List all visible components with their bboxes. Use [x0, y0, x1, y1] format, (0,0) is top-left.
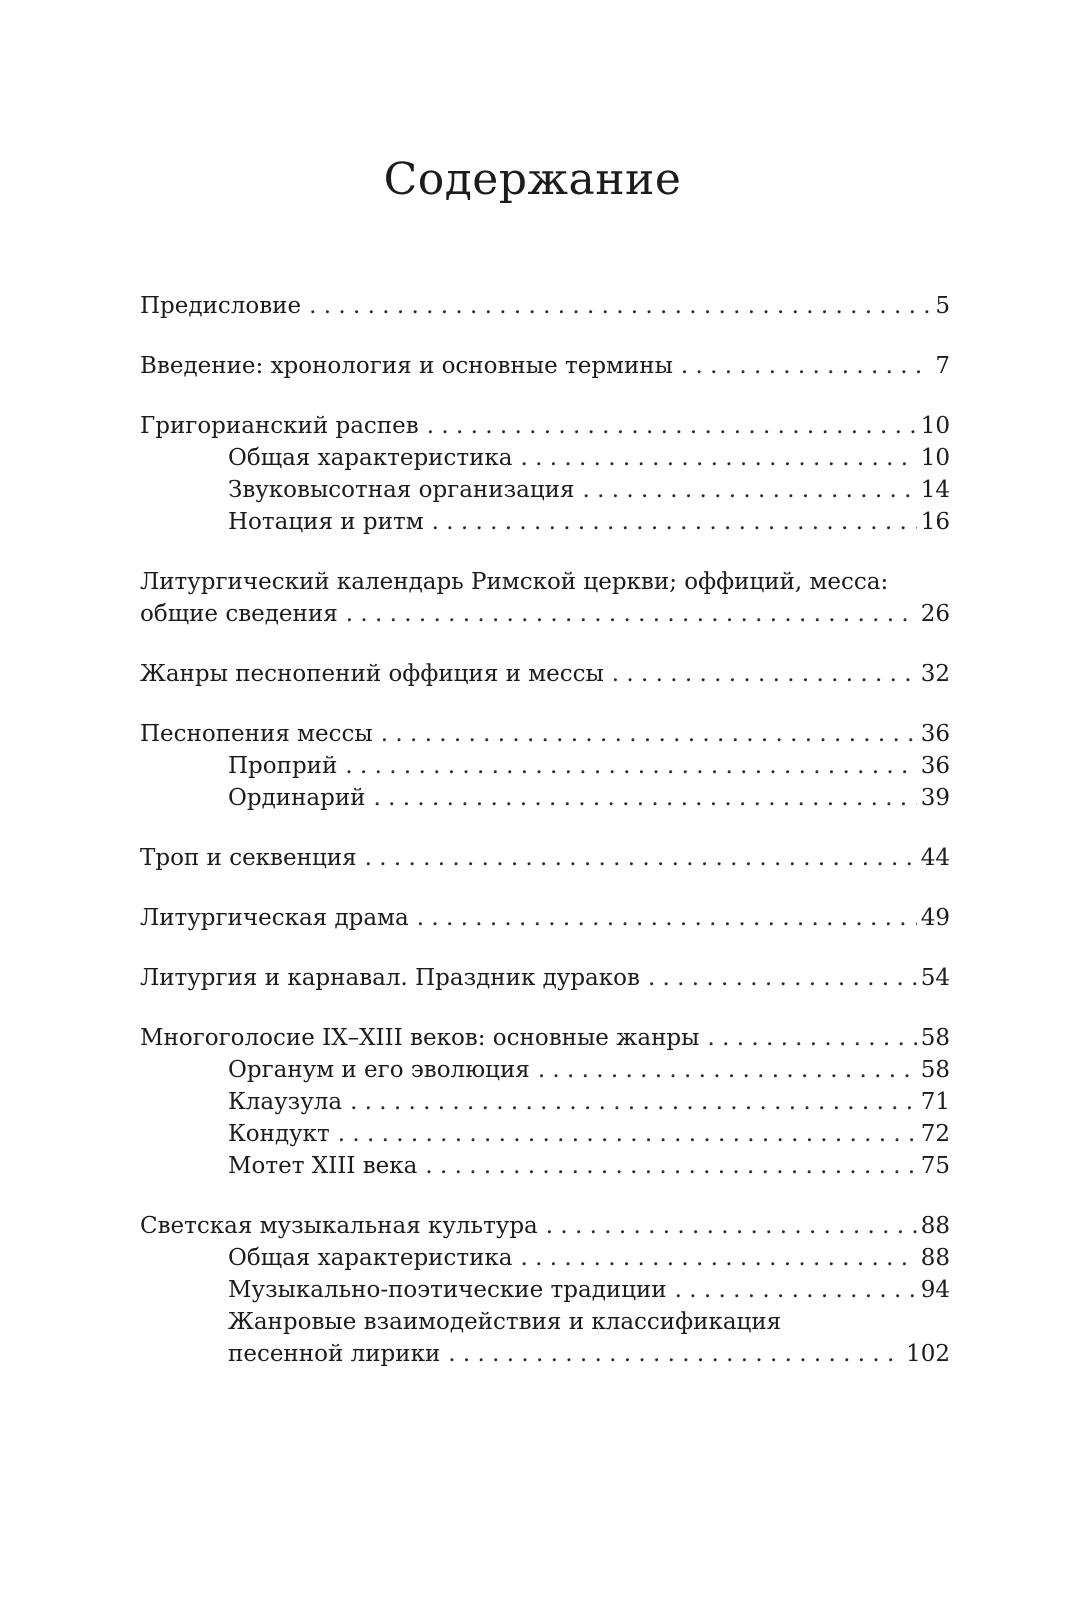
dot-leader: [381, 718, 917, 750]
dot-leader: [521, 442, 917, 474]
toc-subentry[interactable]: [140, 506, 950, 538]
toc-subentry-page: 71: [920, 1089, 950, 1115]
toc-subentry-title: Звуковысотная организация: [228, 477, 575, 503]
toc-section-mass-chants: [140, 718, 950, 814]
toc-subentry[interactable]: [140, 474, 950, 506]
toc-entry-title: Многоголосие IX–XIII веков: основные жанры: [140, 1025, 700, 1051]
toc-subentry[interactable]: [140, 782, 950, 814]
toc-entry[interactable]: [140, 902, 950, 934]
toc-entry-page: 26: [920, 601, 950, 627]
toc-subentry[interactable]: [140, 1086, 950, 1118]
toc-section-liturgical-drama: [140, 902, 950, 934]
dot-leader: [350, 1086, 917, 1118]
toc-subentry-page: 36: [920, 753, 950, 779]
dot-leader: [427, 410, 917, 442]
toc-subentry-page: 72: [920, 1121, 950, 1147]
toc-subentry-page: 94: [920, 1277, 950, 1303]
toc-subentry[interactable]: [140, 750, 950, 782]
toc-subentry[interactable]: [140, 1118, 950, 1150]
toc-entry-title: Троп и секвенция: [140, 845, 357, 871]
toc-entry-title: Литургия и карнавал. Праздник дураков: [140, 965, 640, 991]
toc-subentry-page: 10: [920, 445, 950, 471]
toc-subentry-title: Нотация и ритм: [228, 509, 424, 535]
toc-subentry-title: Кондукт: [228, 1121, 330, 1147]
toc-entry-title: Литургическая драма: [140, 905, 409, 931]
toc-subentry[interactable]: [140, 442, 950, 474]
dot-leader: [374, 782, 917, 814]
toc-entry[interactable]: [140, 598, 950, 630]
toc-entry-title: Введение: хронология и основные термины: [140, 353, 673, 379]
dot-leader: [612, 658, 917, 690]
dot-leader: [338, 1118, 917, 1150]
toc-section-secular-culture: [140, 1210, 950, 1370]
toc-entry[interactable]: [140, 842, 950, 874]
toc-entry-page: 10: [920, 413, 950, 439]
toc-entry[interactable]: [140, 290, 950, 322]
toc-subentry-title: Проприй: [228, 753, 338, 779]
page-title: Содержание: [383, 154, 682, 205]
toc-section-genres: [140, 658, 950, 690]
toc-subentry-title: Органум и его эволюция: [228, 1057, 530, 1083]
toc-section-liturgical-calendar: [140, 566, 950, 630]
toc-subentry-title-line[interactable]: Жанровые взаимодействия и классификация: [228, 1309, 782, 1335]
toc-entry-page: 49: [920, 905, 950, 931]
dot-leader: [346, 598, 917, 630]
toc-section-polyphony: [140, 1022, 950, 1182]
toc-entry-page: 88: [920, 1213, 950, 1239]
toc-entry[interactable]: [140, 962, 950, 994]
toc-entry-page: 32: [920, 661, 950, 687]
toc-section-introduction: [140, 350, 950, 382]
dot-leader: [425, 1150, 916, 1182]
toc-entry[interactable]: [140, 718, 950, 750]
toc-entry-page: 58: [920, 1025, 950, 1051]
toc-subentry-page: 58: [920, 1057, 950, 1083]
dot-leader: [648, 962, 917, 994]
toc-entry[interactable]: [140, 410, 950, 442]
toc-subentry[interactable]: [140, 1150, 950, 1182]
toc-subentry-page: 39: [920, 785, 950, 811]
table-of-contents: [140, 290, 950, 1398]
toc-entry-title: Григорианский распев: [140, 413, 419, 439]
toc-entry[interactable]: [140, 658, 950, 690]
toc-subentry-title: песенной лирики: [228, 1341, 441, 1367]
toc-subentry-title: Мотет XIII века: [228, 1153, 418, 1179]
toc-subentry[interactable]: [140, 1274, 950, 1306]
toc-section-preface: [140, 290, 950, 322]
toc-subentry-page: 88: [920, 1245, 950, 1271]
dot-leader: [432, 506, 917, 538]
dot-leader: [707, 1022, 916, 1054]
toc-entry-title-line[interactable]: Литургический календарь Римской церкви; оффиций, месса:: [140, 569, 889, 595]
toc-subentry-page: 16: [920, 509, 950, 535]
dot-leader: [365, 842, 917, 874]
toc-entry-title: Светская музыкальная культура: [140, 1213, 538, 1239]
toc-subentry-title: Музыкально-поэтические традиции: [228, 1277, 667, 1303]
toc-subentry-page: 14: [920, 477, 950, 503]
dot-leader: [448, 1338, 902, 1370]
dot-leader: [417, 902, 917, 934]
dot-leader: [521, 1242, 917, 1274]
toc-subentry-title: Ординарий: [228, 785, 366, 811]
dot-leader: [345, 750, 916, 782]
toc-subentry-title: Общая характеристика: [228, 1245, 513, 1271]
toc-entry-page: 54: [920, 965, 950, 991]
toc-entry-title: общие сведения: [140, 601, 338, 627]
toc-subentry-title: Общая характеристика: [228, 445, 513, 471]
toc-section-gregorian-chant: [140, 410, 950, 538]
toc-subentry[interactable]: [140, 1054, 950, 1086]
toc-entry[interactable]: [140, 350, 950, 382]
toc-subentry[interactable]: [140, 1338, 950, 1370]
dot-leader: [675, 1274, 917, 1306]
toc-section-carnival: [140, 962, 950, 994]
dot-leader: [582, 474, 916, 506]
toc-entry-title: Жанры песнопений оффиция и мессы: [140, 661, 604, 687]
toc-entry[interactable]: [140, 1022, 950, 1054]
dot-leader: [309, 290, 931, 322]
toc-entry-page: 5: [935, 293, 950, 319]
toc-entry-title: Предисловие: [140, 293, 302, 319]
toc-entry-title: Песнопения мессы: [140, 721, 373, 747]
toc-section-trope: [140, 842, 950, 874]
dot-leader: [546, 1210, 917, 1242]
dot-leader: [538, 1054, 917, 1086]
toc-subentry-page: 75: [920, 1153, 950, 1179]
toc-subentry[interactable]: [140, 1242, 950, 1274]
dot-leader: [681, 350, 931, 382]
toc-entry-page: 36: [920, 721, 950, 747]
toc-subentry-page: 102: [906, 1341, 950, 1367]
toc-entry-page: 44: [920, 845, 950, 871]
toc-entry[interactable]: [140, 1210, 950, 1242]
toc-entry-page: 7: [935, 353, 950, 379]
toc-subentry-title: Клаузула: [228, 1089, 343, 1115]
